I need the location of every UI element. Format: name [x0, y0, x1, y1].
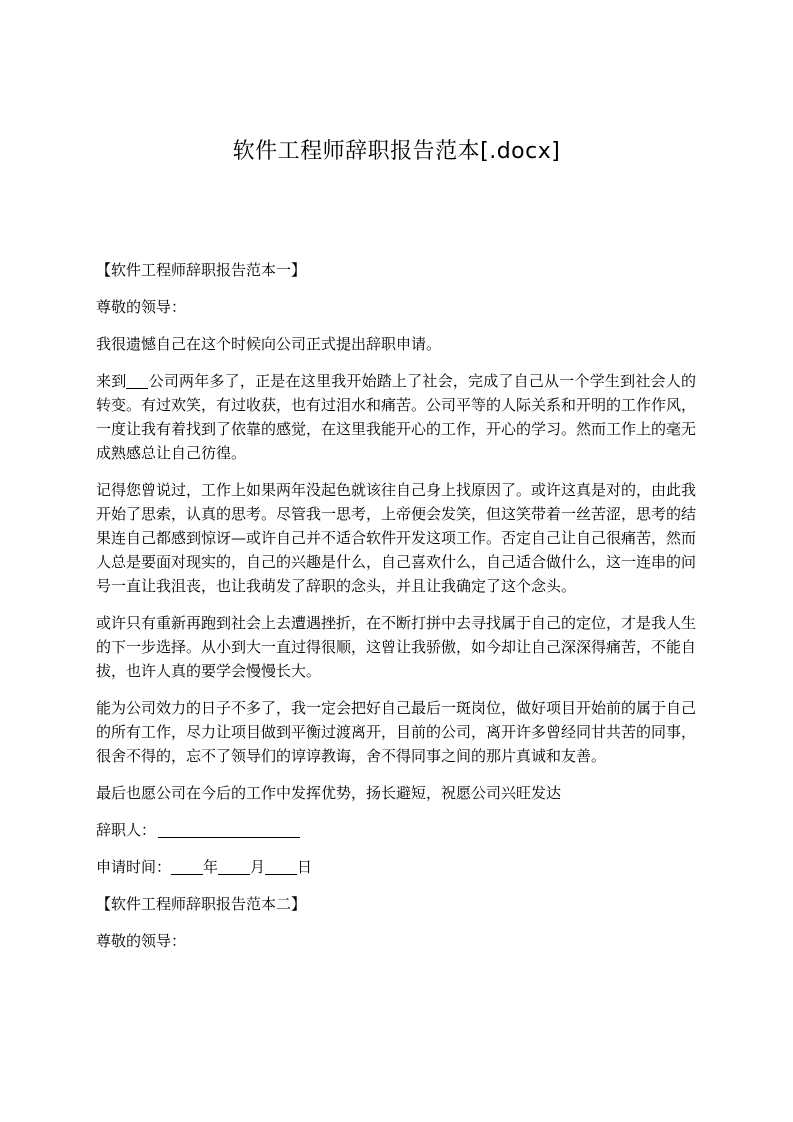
section-heading-2: 【软件工程师辞职报告范本二】	[96, 895, 307, 913]
company-name-blank	[126, 370, 148, 389]
year-label: 年	[203, 858, 219, 876]
year-blank	[171, 856, 203, 875]
paragraph-5: 能为公司效力的日子不多了，我一定会把好自己最后一斑岗位，做好项目开始前的属于自己的所有工作，尽力让项目做到平衡过渡离开，目前的公司，离开许多曾经同甘共苦的同事，很舍不得的，忘不了领导们的谆谆教诲，舍不得同事之间的那片真诚和友善。	[96, 699, 697, 765]
paragraph-6: 最后也愿公司在今后的工作中发挥优势，扬长避短，祝愿公司兴旺发达	[96, 784, 562, 802]
paragraph-2	[96, 369, 696, 465]
date-line	[96, 855, 696, 879]
paragraph-3: 记得您曾说过，工作上如果两年没起色就该往自己身上找原因了。或许这真是对的，由此我开始了思索，认真的思考。尽管我一思考，上帝便会发笑，但这笑带着一丝苦涩，思考的结果连自己都感到惊讶—或许自己并不适合软件开发这项工作。否定自己让自己很痛苦，然而人总是要面对现实的，自己的兴趣是什么，自己喜欢什么，自己适合做什么，这一连串的问号一直让我沮丧，也让我萌发了辞职的念头，并且让我确定了这个念头。	[96, 481, 697, 595]
day-label: 日	[297, 858, 313, 876]
document-body	[96, 258, 696, 966]
day-blank	[265, 856, 297, 875]
paragraph-4: 或许只有重新再跑到社会上去遭遇挫折，在不断打拼中去寻找属于自己的定位，才是我人生的下一步选择。从小到大一直过得很顺，这曾让我骄傲，如今却让自己深深得痛苦，不能自拔，也许人真的要学会慢慢长大。	[96, 614, 697, 680]
section-heading-1: 【软件工程师辞职报告范本一】	[96, 261, 307, 279]
paragraph-2-text: 公司两年多了，正是在这里我开始踏上了社会，完成了自己从一个学生到社会人的转变。有过欢笑，有过收获，也有过泪水和痛苦。公司平等的人际关系和开明的工作作风，一度让我有着找到了依靠的感觉，在这里我能开心的工作，开心的学习。然而工作上的毫无成熟感总让自己彷徨。	[96, 372, 697, 462]
resigner-signature-blank	[158, 819, 300, 838]
paragraph-1: 我很遗憾自己在这个时候向公司正式提出辞职申请。	[96, 335, 442, 353]
salutation-2: 尊敬的领导：	[96, 932, 187, 950]
paragraph-2-lead: 来到	[96, 372, 127, 390]
month-label: 月	[250, 858, 266, 876]
resigner-line	[96, 818, 696, 842]
salutation-1: 尊敬的领导：	[96, 298, 187, 316]
month-blank	[218, 856, 250, 875]
document-title: 软件工程师辞职报告范本[.docx]	[232, 139, 561, 164]
date-label: 申请时间：	[96, 858, 172, 876]
resigner-label: 辞职人：	[96, 821, 157, 839]
